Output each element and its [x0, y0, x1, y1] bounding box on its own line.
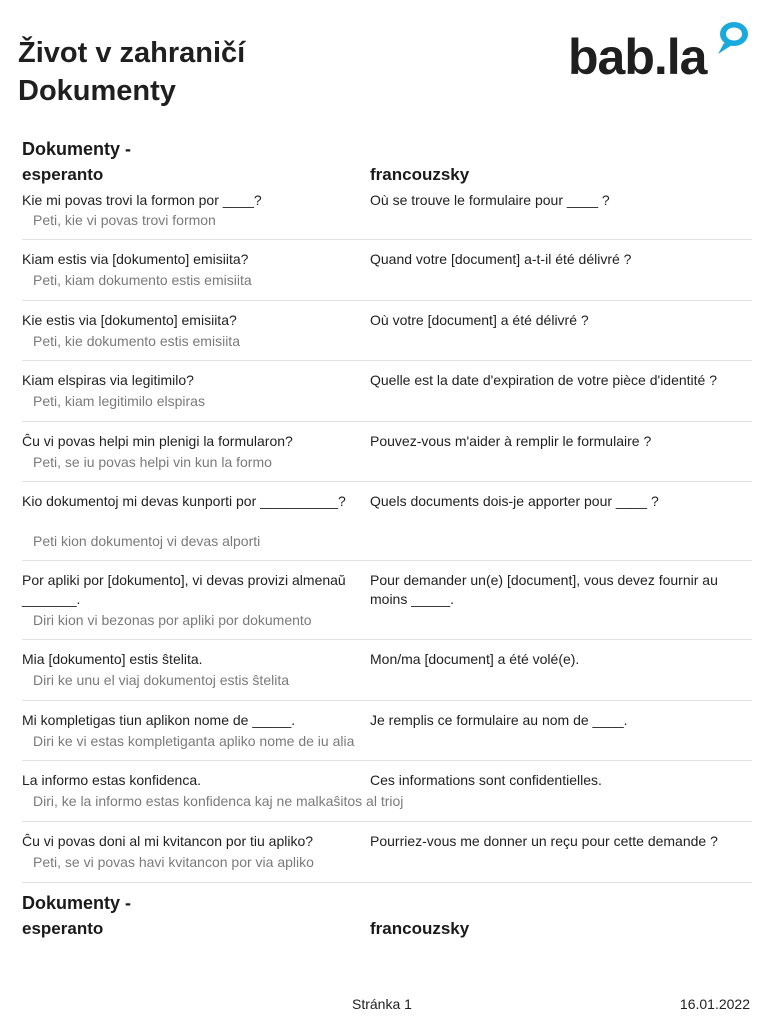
phrase-row — [22, 561, 752, 640]
title-line-1: Život v zahraničí — [18, 37, 246, 69]
usage-note: Diri ke vi estas kompletiganta apliko nome de iu alia — [33, 733, 355, 749]
phrase-row — [22, 301, 752, 361]
section-heading: Dokumenty - — [22, 893, 132, 913]
column-header-french: francouzsky — [370, 165, 470, 184]
footer-date: 16.01.2022 — [679, 996, 750, 1012]
phrase-row — [22, 761, 752, 822]
esperanto-phrase: Mi kompletigas tiun aplikon nome de _____. — [22, 712, 296, 728]
column-header-esperanto: esperanto — [22, 165, 104, 184]
usage-note: Peti, kie dokumento estis emisiita — [33, 333, 240, 349]
phrase-list — [22, 188, 752, 883]
phrase-row — [22, 822, 752, 883]
usage-note: Diri ke unu el viaj dokumentoj estis ŝtelita — [33, 672, 290, 688]
section-header-bottom — [22, 892, 752, 942]
esperanto-phrase: Ĉu vi povas doni al mi kvitancon por tiu apliko? — [22, 833, 314, 849]
french-phrase: Ces informations sont confidentielles. — [370, 772, 602, 788]
french-phrase: Où se trouve le formulaire pour ____ ? — [370, 192, 610, 208]
section-heading: Dokumenty - — [22, 139, 132, 159]
column-header-french: francouzsky — [370, 919, 470, 938]
usage-note: Peti, se vi povas havi kvitancon por via apliko — [33, 854, 314, 870]
phrase-row — [22, 361, 752, 422]
phrase-row — [22, 422, 752, 482]
speech-bubble-icon — [718, 22, 748, 54]
phrase-row — [22, 701, 752, 761]
esperanto-phrase: Kie mi povas trovi la formon por ____? — [22, 192, 262, 208]
phrase-row — [22, 640, 752, 701]
phrase-row — [22, 240, 752, 301]
phrase-row — [22, 482, 752, 561]
phrase-row — [22, 188, 752, 240]
french-phrase: Je remplis ce formulaire au nom de ____. — [370, 712, 628, 728]
french-phrase: Quels documents dois-je apporter pour ____ ? — [370, 493, 659, 509]
usage-note: Peti, se iu povas helpi vin kun la formo — [33, 454, 272, 470]
french-phrase: Pouvez-vous m'aider à remplir le formulaire ? — [370, 433, 652, 449]
section-header-top — [22, 138, 752, 188]
french-phrase: Quand votre [document] a-t-il été délivré ? — [370, 251, 632, 267]
usage-note: Diri kion vi bezonas por apliki por dokumento — [33, 612, 312, 628]
french-phrase: Pourriez-vous me donner un reçu pour cette demande ? — [370, 833, 718, 849]
usage-note: Peti, kie vi povas trovi formon — [33, 212, 216, 228]
french-phrase: Quelle est la date d'expiration de votre pièce d'identité ? — [370, 372, 718, 388]
esperanto-phrase: Kie estis via [dokumento] emisiita? — [22, 312, 237, 328]
french-phrase: Pour demander un(e) [document], vous devez fournir au moins _____. — [370, 572, 718, 607]
column-header-esperanto: esperanto — [22, 919, 104, 938]
esperanto-phrase: Kiam estis via [dokumento] emisiita? — [22, 251, 249, 267]
logo-wordmark: bab.la — [568, 29, 707, 82]
usage-note: Peti, kiam dokumento estis emisiita — [33, 272, 252, 288]
usage-note: Diri, ke la informo estas konfidenca kaj ne malkaŝitos al trioj — [33, 793, 404, 809]
esperanto-phrase: Ĉu vi povas helpi min plenigi la formularon? — [22, 433, 293, 449]
esperanto-phrase: Mia [dokumento] estis ŝtelita. — [22, 651, 203, 667]
document-title — [18, 34, 245, 110]
french-phrase: Mon/ma [document] a été volé(e). — [370, 651, 580, 667]
babla-logo — [566, 16, 756, 82]
esperanto-phrase: Por apliki por [dokumento], vi devas provizi almenaŭ _______. — [22, 572, 346, 607]
esperanto-phrase: Kio dokumentoj mi devas kunporti por __________? — [22, 493, 346, 509]
page-number: Stránka 1 — [352, 996, 412, 1012]
french-phrase: Où votre [document] a été délivré ? — [370, 312, 589, 328]
title-line-2: Dokumenty — [18, 75, 176, 107]
usage-note: Peti, kiam legitimilo elspiras — [33, 393, 205, 409]
esperanto-phrase: La informo estas konfidenca. — [22, 772, 201, 788]
usage-note: Peti kion dokumentoj vi devas alporti — [33, 533, 261, 549]
esperanto-phrase: Kiam elspiras via legitimilo? — [22, 372, 194, 388]
